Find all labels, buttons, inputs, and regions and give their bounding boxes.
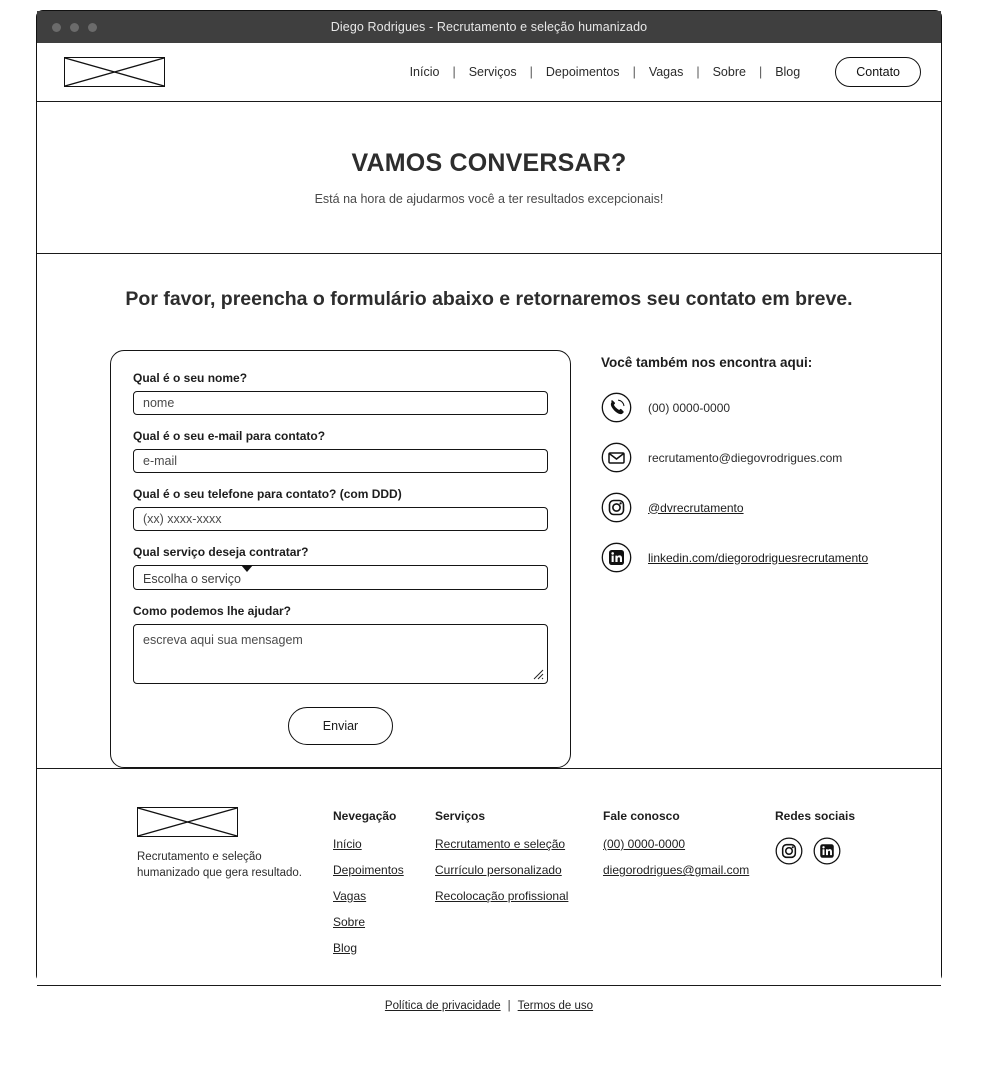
label-servico: Qual serviço deseja contratar? xyxy=(133,545,309,559)
nav-separator: | xyxy=(529,65,533,79)
instagram-icon xyxy=(601,492,632,523)
footer-link-blog[interactable]: Blog xyxy=(333,941,358,955)
input-telefone[interactable] xyxy=(133,507,548,531)
contato-cta-button[interactable]: Contato xyxy=(835,57,921,87)
contact-item-phone[interactable] xyxy=(601,392,908,423)
footer-link-depoimentos[interactable]: Depoimentos xyxy=(333,863,404,877)
nav-item-blog[interactable]: Blog xyxy=(775,65,801,79)
input-mensagem[interactable] xyxy=(133,624,548,684)
enviar-button[interactable]: Enviar xyxy=(288,707,393,745)
nav-item-inicio[interactable]: Início xyxy=(409,65,440,79)
terms-of-use-link[interactable]: Termos de uso xyxy=(517,999,594,1012)
footer-heading-navegacao: Nevegação xyxy=(333,809,397,823)
minimize-button[interactable] xyxy=(70,23,79,32)
footer-tagline: Recrutamento e seleção humanizado que gera resultado. xyxy=(137,851,302,880)
image-placeholder-icon xyxy=(138,808,237,836)
chevron-down-icon xyxy=(241,565,253,586)
instagram-icon[interactable] xyxy=(775,837,803,865)
legal-separator: | xyxy=(507,999,511,1012)
field-servico xyxy=(133,545,548,590)
footer-brand xyxy=(137,807,333,882)
footer-link-inicio[interactable]: Início xyxy=(333,837,362,851)
footer-social-row xyxy=(775,837,895,865)
footer-link-sobre[interactable]: Sobre xyxy=(333,915,366,929)
phone-icon xyxy=(601,392,632,423)
footer-column-navegacao xyxy=(333,807,435,955)
input-nome[interactable] xyxy=(133,391,548,415)
contact-item-email[interactable] xyxy=(601,442,908,473)
site-header xyxy=(37,43,941,102)
field-telefone xyxy=(133,487,548,531)
window-titlebar xyxy=(37,11,941,43)
footer-link-email[interactable]: diegorodrigues@gmail.com xyxy=(603,863,750,877)
footer-column-servicos xyxy=(435,807,603,903)
close-button[interactable] xyxy=(52,23,61,32)
footer-heading-fale-conosco: Fale conosco xyxy=(603,809,680,823)
contact-section xyxy=(37,254,941,769)
linkedin-icon[interactable] xyxy=(813,837,841,865)
footer-heading-redes-sociais: Redes sociais xyxy=(775,809,856,823)
field-nome xyxy=(133,371,548,415)
nav-separator: | xyxy=(758,65,763,79)
contact-instagram-link[interactable]: @dvrecrutamento xyxy=(648,500,744,515)
maximize-button[interactable] xyxy=(88,23,97,32)
aside-title: Você também nos encontra aqui: xyxy=(601,355,813,370)
label-mensagem: Como podemos lhe ajudar? xyxy=(133,604,292,618)
contact-email-text: recrutamento@diegovrodrigues.com xyxy=(648,450,843,465)
footer-link-telefone[interactable]: (00) 0000-0000 xyxy=(603,837,686,851)
label-email: Qual é o seu e-mail para contato? xyxy=(133,429,326,443)
contact-item-linkedin[interactable] xyxy=(601,542,908,573)
footer-link-recolocacao[interactable]: Recolocação profissional xyxy=(435,889,569,903)
contact-content-row xyxy=(37,350,941,768)
footer-column-redes-sociais xyxy=(775,807,895,865)
window-controls[interactable] xyxy=(37,23,97,32)
section-title: Por favor, preencha o formulário abaixo e retornaremos seu contato em breve. xyxy=(125,288,853,310)
label-telefone: Qual é o seu telefone para contato? (com DDD) xyxy=(133,487,402,501)
nav-separator: | xyxy=(696,65,700,79)
footer-legal-bar xyxy=(37,986,941,1025)
footer-heading-servicos: Serviços xyxy=(435,809,486,823)
label-nome: Qual é o seu nome? xyxy=(133,371,248,385)
footer-link-recrutamento[interactable]: Recrutamento e seleção xyxy=(435,837,566,851)
field-email xyxy=(133,429,548,473)
linkedin-icon xyxy=(601,542,632,573)
footer-link-curriculo[interactable]: Currículo personalizado xyxy=(435,863,562,877)
footer-logo-placeholder[interactable] xyxy=(137,807,238,837)
contact-linkedin-link[interactable]: linkedin.com/diegorodriguesrecrutamento xyxy=(648,550,869,565)
header-logo-placeholder[interactable] xyxy=(64,57,165,87)
image-placeholder-icon xyxy=(65,58,164,86)
submit-row xyxy=(133,707,548,745)
contact-form xyxy=(110,350,571,768)
contact-aside xyxy=(601,350,908,573)
site-footer xyxy=(37,769,941,986)
select-servico-value: Escolha o serviço xyxy=(143,572,241,586)
browser-window xyxy=(36,10,942,1012)
main-navigation xyxy=(397,57,921,87)
nav-item-servicos[interactable]: Serviços xyxy=(468,65,517,79)
footer-column-fale-conosco xyxy=(603,807,775,877)
field-mensagem xyxy=(133,604,548,684)
nav-separator: | xyxy=(452,65,456,79)
select-servico[interactable] xyxy=(133,565,548,590)
textarea-wrapper xyxy=(133,624,548,684)
email-icon xyxy=(601,442,632,473)
contact-phone-text: (00) 0000-0000 xyxy=(648,400,731,415)
window-title: Diego Rodrigues - Recrutamento e seleção humanizado xyxy=(330,20,648,34)
contact-item-instagram[interactable] xyxy=(601,492,908,523)
nav-item-depoimentos[interactable]: Depoimentos xyxy=(545,65,620,79)
footer-link-vagas[interactable]: Vagas xyxy=(333,889,367,903)
input-email[interactable] xyxy=(133,449,548,473)
hero-title: VAMOS CONVERSAR? xyxy=(351,149,627,177)
hero-subtitle: Está na hora de ajudarmos você a ter resultados excepcionais! xyxy=(314,192,664,206)
nav-separator: | xyxy=(632,65,636,79)
nav-item-sobre[interactable]: Sobre xyxy=(712,65,746,79)
hero-section xyxy=(37,102,941,254)
nav-item-vagas[interactable]: Vagas xyxy=(648,65,684,79)
privacy-policy-link[interactable]: Política de privacidade xyxy=(384,999,501,1012)
